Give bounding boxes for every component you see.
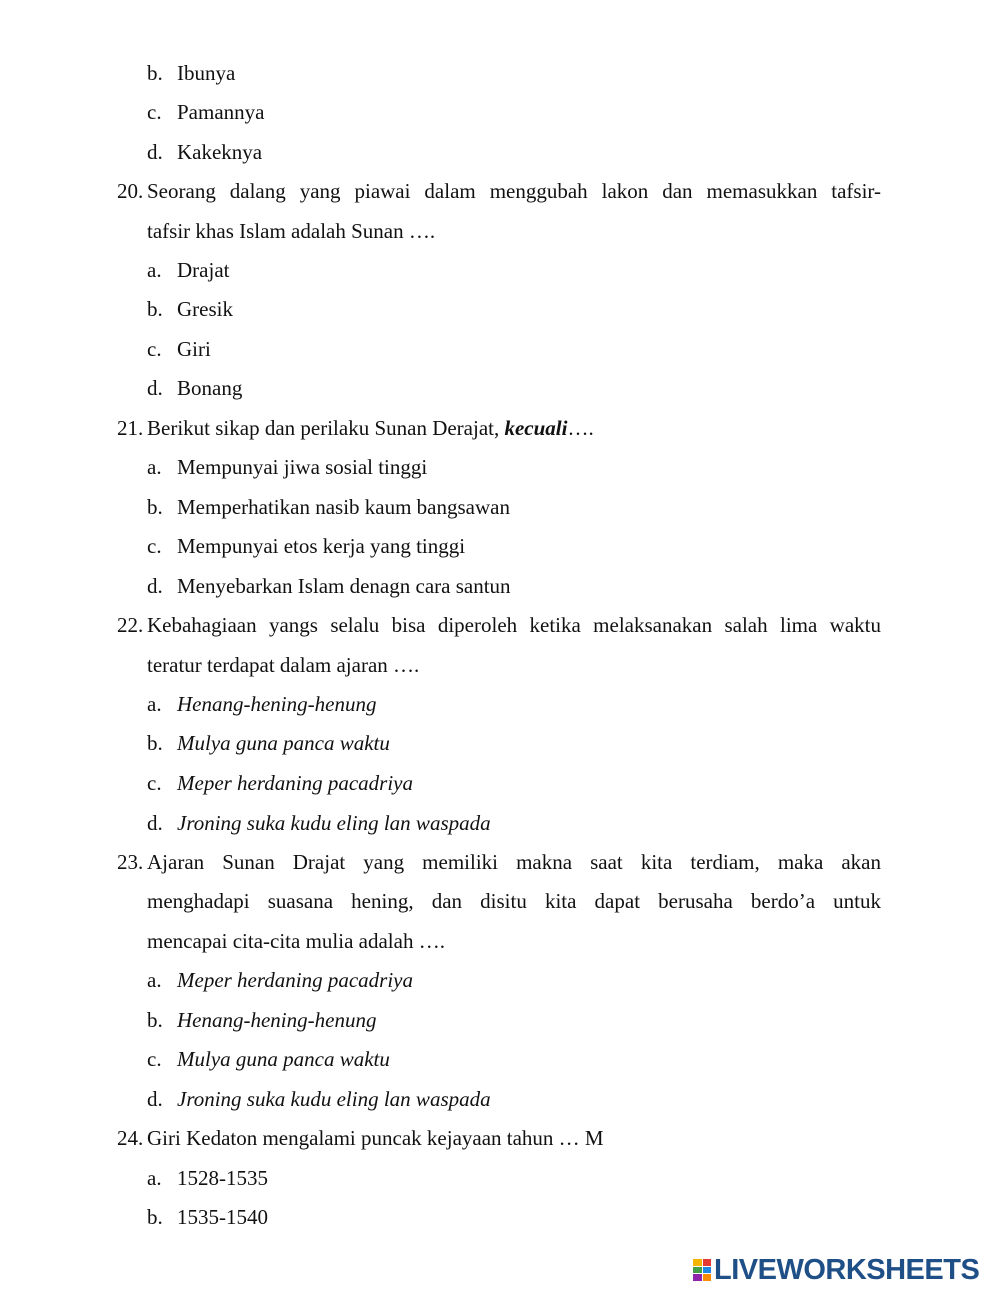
option-label: a. <box>147 258 162 282</box>
option-text: Menyebarkan Islam denagn cara santun <box>177 574 511 598</box>
option-label: d. <box>147 574 163 598</box>
option-label: b. <box>147 1008 163 1032</box>
question-text-start: Berikut sikap dan perilaku Sunan Derajat, <box>147 416 505 440</box>
list-item <box>147 495 510 519</box>
list-item <box>147 337 211 361</box>
option-text: Mulya guna panca waktu <box>177 731 390 755</box>
liveworksheets-branding <box>693 1253 980 1286</box>
option-text: Henang-hening-henung <box>177 1008 377 1032</box>
option-text: Kakeknya <box>177 140 263 164</box>
option-text: Jroning suka kudu eling lan waspada <box>177 811 491 835</box>
option-text: Ibunya <box>177 61 236 85</box>
option-label: b. <box>147 297 163 321</box>
option-text: Giri <box>177 337 211 361</box>
option-label: c. <box>147 100 162 124</box>
question-text-line-1: Seorang dalang yang piawai dalam menggubah lakon dan memasukkan tafsir- <box>147 179 881 203</box>
option-text: Mempunyai jiwa sosial tinggi <box>177 455 428 479</box>
option-text: Drajat <box>177 258 230 282</box>
list-item <box>147 61 235 85</box>
question-number: 23. <box>117 850 144 874</box>
list-item <box>147 534 465 558</box>
option-text: 1535-1540 <box>177 1205 268 1229</box>
option-label: a. <box>147 455 162 479</box>
list-item <box>147 258 229 282</box>
option-label: b. <box>147 495 163 519</box>
question-text-line-3: mencapai cita-cita mulia adalah …. <box>147 929 445 953</box>
list-item <box>147 968 413 992</box>
list-item <box>147 297 233 321</box>
option-label: a. <box>147 968 162 992</box>
option-label: d. <box>147 140 163 164</box>
option-label: a. <box>147 692 162 716</box>
option-label: b. <box>147 731 163 755</box>
question-text: Giri Kedaton mengalami puncak kejayaan tahun … M <box>147 1126 604 1150</box>
question-text-line-2: menghadapi suasana hening, dan disitu kita dapat berusaha berdo’a untuk <box>147 889 881 913</box>
option-label: b. <box>147 61 163 85</box>
list-item <box>147 771 413 795</box>
option-text: 1528-1535 <box>177 1166 268 1190</box>
option-label: d. <box>147 376 163 400</box>
question-emphasis: kecuali <box>504 416 568 440</box>
option-text: Mempunyai etos kerja yang tinggi <box>177 534 466 558</box>
option-text: Gresik <box>177 297 233 321</box>
list-item <box>147 1166 268 1190</box>
option-label: c. <box>147 771 162 795</box>
question-number: 20. <box>117 179 144 203</box>
option-label: c. <box>147 1047 162 1071</box>
option-text: Memperhatikan nasib kaum bangsawan <box>177 495 510 519</box>
question-text-line-2: teratur terdapat dalam ajaran …. <box>147 653 420 677</box>
question-text-end: …. <box>567 416 594 440</box>
question-number: 22. <box>117 613 144 637</box>
list-item <box>147 1008 376 1032</box>
option-label: d. <box>147 1087 163 1111</box>
option-label: c. <box>147 337 162 361</box>
list-item <box>147 100 264 124</box>
list-item <box>147 376 242 400</box>
option-label: b. <box>147 1205 163 1229</box>
option-text: Mulya guna panca waktu <box>177 1047 390 1071</box>
list-item <box>147 574 511 598</box>
question-text-line-1: Kebahagiaan yangs selalu bisa diperoleh ketika melaksanakan salah lima waktu <box>147 613 881 637</box>
list-item <box>147 1205 268 1229</box>
option-text: Meper herdaning pacadriya <box>177 771 414 795</box>
option-label: c. <box>147 534 162 558</box>
list-item <box>147 140 262 164</box>
option-text: Henang-hening-henung <box>177 692 377 716</box>
question-text <box>147 416 594 440</box>
option-label: a. <box>147 1166 162 1190</box>
question-text-line-1: Ajaran Sunan Drajat yang memiliki makna saat kita terdiam, maka akan <box>147 850 881 874</box>
list-item <box>147 811 491 835</box>
question-number: 21. <box>117 416 144 440</box>
brand-name: LIVEWORKSHEETS <box>714 1253 980 1286</box>
list-item <box>147 1047 390 1071</box>
option-text: Bonang <box>177 376 243 400</box>
question-text-line-2: tafsir khas Islam adalah Sunan …. <box>147 219 436 243</box>
list-item <box>147 731 390 755</box>
list-item <box>147 455 427 479</box>
option-text: Jroning suka kudu eling lan waspada <box>177 1087 491 1111</box>
liveworksheets-logo-icon <box>693 1259 711 1281</box>
list-item <box>147 692 376 716</box>
option-text: Meper herdaning pacadriya <box>177 968 414 992</box>
list-item <box>147 1087 491 1111</box>
option-label: d. <box>147 811 163 835</box>
option-text: Pamannya <box>177 100 265 124</box>
question-number: 24. <box>117 1126 144 1150</box>
